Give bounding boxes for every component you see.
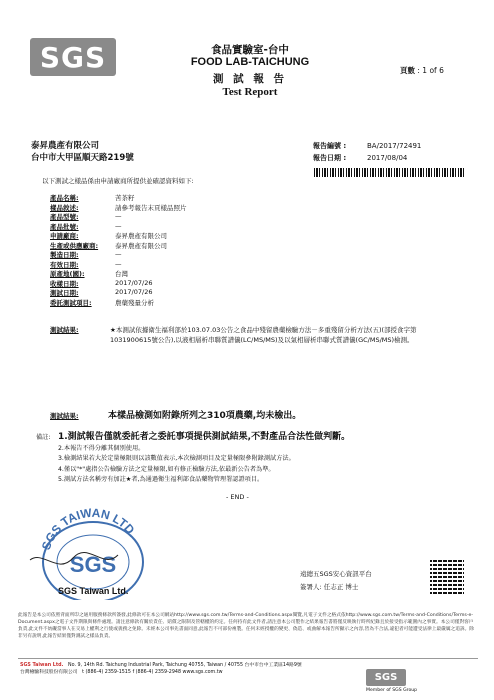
company-name: 泰昇農產有限公司 xyxy=(31,141,100,151)
report-date: 2017/08/04 xyxy=(367,154,408,162)
result-statement: 本樣品檢測如附錄所列之310項農藥,均未檢出。 xyxy=(108,411,302,421)
table-row: 有效日期: — xyxy=(50,259,122,269)
svg-text:SGS: SGS xyxy=(69,552,117,577)
test-method: 測試結果: ★本測試依據衛生福利部於103.07.03公告之食品中殘留農藥檢驗方法－多重殘留分析方法(五)(部授食字第1031900615號公告),以液相層析串聯質譜儀(LC/MS/MS)及以氣相層析串聯式質譜儀(GC/MS/MS)檢測。 xyxy=(50,326,417,344)
barcode xyxy=(314,168,464,177)
table-row: 收樣日期: 2017/07/26 xyxy=(50,278,153,288)
table-row: 原產地(國): 台灣 xyxy=(50,270,128,278)
intro-text: 以下測試之樣品係由申請廠商所提供並確認資料如下: xyxy=(42,177,194,185)
report-title-cn: 測 試 報 告 xyxy=(213,73,287,85)
svg-text:SGS TAIWAN LTD.: SGS TAIWAN LTD. xyxy=(38,505,141,552)
table-row: 委託測試項目: 農藥殘量分析 xyxy=(50,298,154,307)
signature-block: 遠總五SGS安心資訊平台 簽署人: 任志正 博士 xyxy=(300,568,372,594)
table-row: 產品批號: — xyxy=(50,221,122,231)
qr-code xyxy=(430,560,464,594)
signatory: 簽署人: 任志正 博士 xyxy=(300,583,359,591)
member-note: Member of SGS Group xyxy=(366,688,418,693)
disclaimer: 此報告是本公司依照背面所印之通用服務條款所簽發,此條款可在本公司網站http://www.sgs.com.tw/Terms-and-Conditions.aspx閱覽,凡電子文件之格式依http://www.sgs.com.tw/Terms-and-Conditions/Terms-e-Document.aspx之電子文件期限與條件處理。請注意條款有關於責任、賠償之限制及管轄權的約定。任何持有此文件者,請注意本公司製作之結果報告書將僅反映執行時所紀錄且於接受指示範圍內之事實。本公司僅對客戶負責,此文件不妨礙當事人在交易上權利之行使或義務之免除。未經本公司事先書面同意,此報告不可部份複製。任何未經授權的變更、偽造、或曲解本報告所顯示之內容,皆為不合法,違犯者可能遭受法律上最嚴厲之追訴。除非另有說明,此報告結果僅對測試之樣品負責。 xyxy=(18,613,474,639)
table-row: 測試日期: 2017/07/26 xyxy=(50,288,153,297)
table-row: 申請廠商: 泰昇農產有限公司 xyxy=(50,232,167,240)
test-result: 測試結果: 本樣品檢測如附錄所列之310項農藥,均未檢出。 xyxy=(50,411,302,421)
svg-text:SGS Taiwan Ltd.: SGS Taiwan Ltd. xyxy=(58,586,129,596)
footer-divider xyxy=(18,658,478,659)
remarks: 備註: 1.測試報告僅就委託者之委託事項提供測試結果,不對產品合法性做判斷。 2.本報告不得分離其個別使用。 3.檢測結果若大於定量極限則以該數值表示,本次檢測項目及定量極限參附錄測試方法。 4.僅以"*"處指公告檢驗方法之定量極限,如有修正檢驗方法,依最新公告者為準。 5.測試方法名稱旁有加註★者,為通過衛生福利部食品藥物管理署認證項目。 xyxy=(36,432,351,483)
applicant-block xyxy=(31,140,134,164)
report-number: BA/2017/72491 xyxy=(367,142,422,150)
report-title-en: Test Report xyxy=(222,86,278,98)
footer: SGS Taiwan Ltd. No. 9, 14th Rd. Taichung Industrial Park, Taichung 40755, Taiwan / 40755 台中市台中工業區14路9號 台灣檢驗科技股份有限公司 t (886-4) 2359-1515 f (886-4) 2359-2948 www.sgs.com.tw xyxy=(20,663,302,675)
lab-title-en: FOOD LAB-TAICHUNG xyxy=(190,56,310,68)
page-number: 頁數 : 1 of 6 xyxy=(400,66,444,75)
table-row: 產品型號: — xyxy=(50,212,122,221)
company-seal xyxy=(18,500,168,600)
sample-info-table xyxy=(50,193,455,307)
lab-title-cn: 食品實驗室-台中 xyxy=(211,44,289,56)
sgs-logo: SGS xyxy=(30,38,116,76)
table-row: 製造日期: — xyxy=(50,250,122,259)
end-marker: - END - xyxy=(226,493,249,501)
company-address: 台中市大甲區順天路219號 xyxy=(31,153,134,163)
table-row: 產品名稱: 苦茶籽 xyxy=(50,194,135,202)
table-row: 樣品敘述: 請參考報告末頁樣品照片 xyxy=(50,203,187,212)
footer-sgs-logo: SGS xyxy=(366,669,406,686)
table-row: 生產或供應廠商: 泰昇農產有限公司 xyxy=(50,241,167,250)
report-info: 報告編號 : BA/2017/72491 報告日期 : 2017/08/04 xyxy=(313,142,422,162)
